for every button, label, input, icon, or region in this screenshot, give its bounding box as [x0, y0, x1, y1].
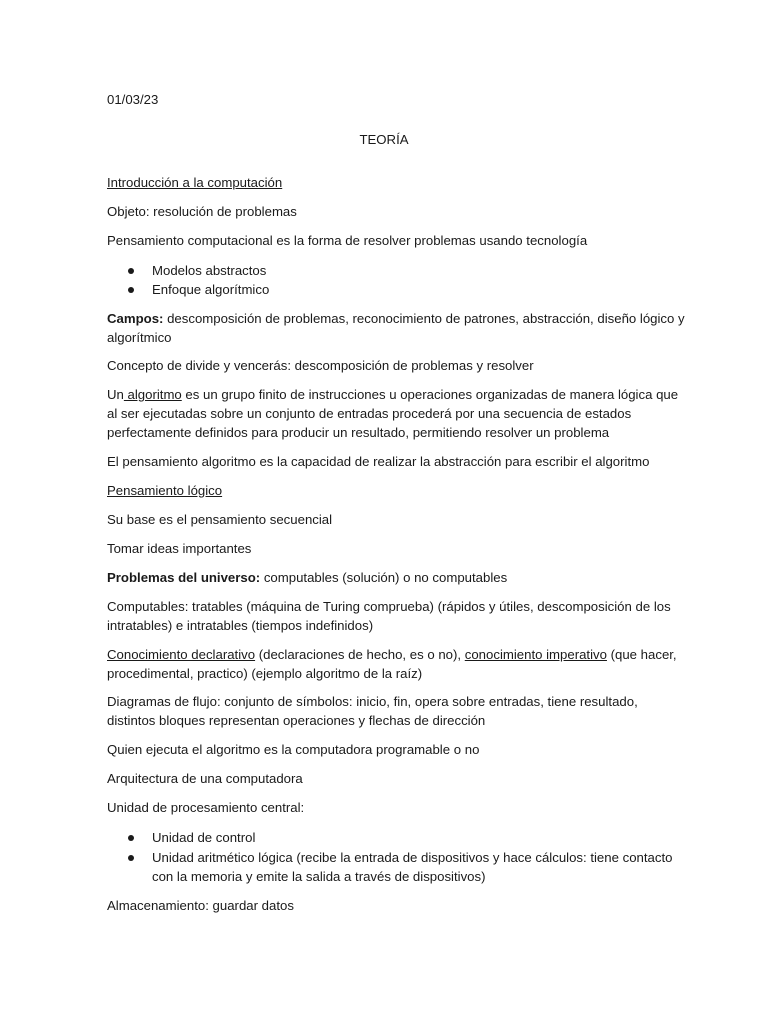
bullet-dot — [128, 268, 134, 274]
paragraph-computables-line2: intratables) e intratables (tiempos indefinidos) — [107, 618, 374, 633]
paragraph-base: Su base es el pensamiento secuencial — [107, 512, 333, 527]
alg-un: Un — [107, 387, 124, 402]
paragraph-pensamiento-computacional: Pensamiento computacional es la forma de resolver problemas usando tecnología — [107, 233, 588, 248]
paragraph-diagramas: Diagramas de flujo: conjunto de símbolos: inicio, fin, opera sobre entradas, tiene resultado, — [107, 694, 638, 709]
paragraph-conocimiento — [107, 646, 677, 664]
conocimiento-declarativo: Conocimiento declarativo — [107, 647, 256, 662]
problemas-text: computables (solución) o no computables — [260, 570, 508, 585]
bullet-item: Enfoque algorítmico — [152, 282, 270, 297]
paragraph-pensamiento-algoritmo: El pensamiento algoritmo es la capacidad de realizar la abstracción para escribir el algoritmo — [107, 454, 650, 469]
bullet-item: Unidad de control — [152, 830, 256, 845]
bullet-item-cont: con la memoria y emite la salida a través de dispositivos) — [152, 869, 486, 884]
paragraph-algoritmo — [107, 386, 678, 404]
paragraph-campos-cont: algorítmico — [107, 330, 172, 345]
paragraph-objeto: Objeto: resolución de problemas — [107, 204, 297, 219]
bullet-item: Modelos abstractos — [152, 263, 267, 278]
paragraph-quien: Quien ejecuta el algoritmo es la computadora programable o no — [107, 742, 480, 757]
conocimiento-mid: (declaraciones de hecho, es o no), — [255, 647, 465, 662]
section-heading-intro: Introducción a la computación — [107, 175, 283, 190]
paragraph-algoritmo-line3: perfectamente definidos para producir un resultado, permitiendo resolver un problema — [107, 425, 610, 440]
page-title: TEORÍA — [359, 132, 409, 147]
paragraph-divide: Concepto de divide y vencerás: descomposición de problemas y resolver — [107, 358, 534, 373]
paragraph-computables: Computables: tratables (máquina de Turing comprueba) (rápidos y útiles, descomposición de los — [107, 599, 671, 614]
paragraph-arquitectura: Arquitectura de una computadora — [107, 771, 303, 786]
paragraph-problemas — [107, 569, 507, 587]
paragraph-campos — [107, 310, 685, 328]
campos-text: descomposición de problemas, reconocimiento de patrones, abstracción, diseño lógico y — [163, 311, 685, 326]
campos-label: Campos: — [107, 311, 164, 326]
paragraph-ideas: Tomar ideas importantes — [107, 541, 252, 556]
paragraph-conocimiento-line2: procedimental, practico) (ejemplo algoritmo de la raíz) — [107, 666, 423, 681]
problemas-label: Problemas del universo: — [107, 570, 261, 585]
alg-word: algoritmo — [123, 387, 182, 402]
bullet-dot — [128, 835, 134, 841]
paragraph-algoritmo-line2: al ser ejecutadas sobre un conjunto de entradas procederá por una secuencia de estados — [107, 406, 632, 421]
bullet-item: Unidad aritmético lógica (recibe la entrada de dispositivos y hace cálculos: tiene contacto — [152, 850, 673, 865]
bullet-dot — [128, 855, 134, 861]
conocimiento-imperativo: conocimiento imperativo — [464, 647, 607, 662]
bullet-dot — [128, 287, 134, 293]
conocimiento-end: (que hacer, — [606, 647, 677, 662]
paragraph-unidad-central: Unidad de procesamiento central: — [107, 800, 305, 815]
date: 01/03/23 — [107, 92, 159, 107]
section-heading-logico: Pensamiento lógico — [107, 483, 223, 498]
paragraph-almacenamiento: Almacenamiento: guardar datos — [107, 898, 294, 913]
alg-rest: es un grupo finito de instrucciones u operaciones organizadas de manera lógica que — [181, 387, 679, 402]
paragraph-diagramas-line2: distintos bloques representan operaciones y flechas de dirección — [107, 713, 486, 728]
